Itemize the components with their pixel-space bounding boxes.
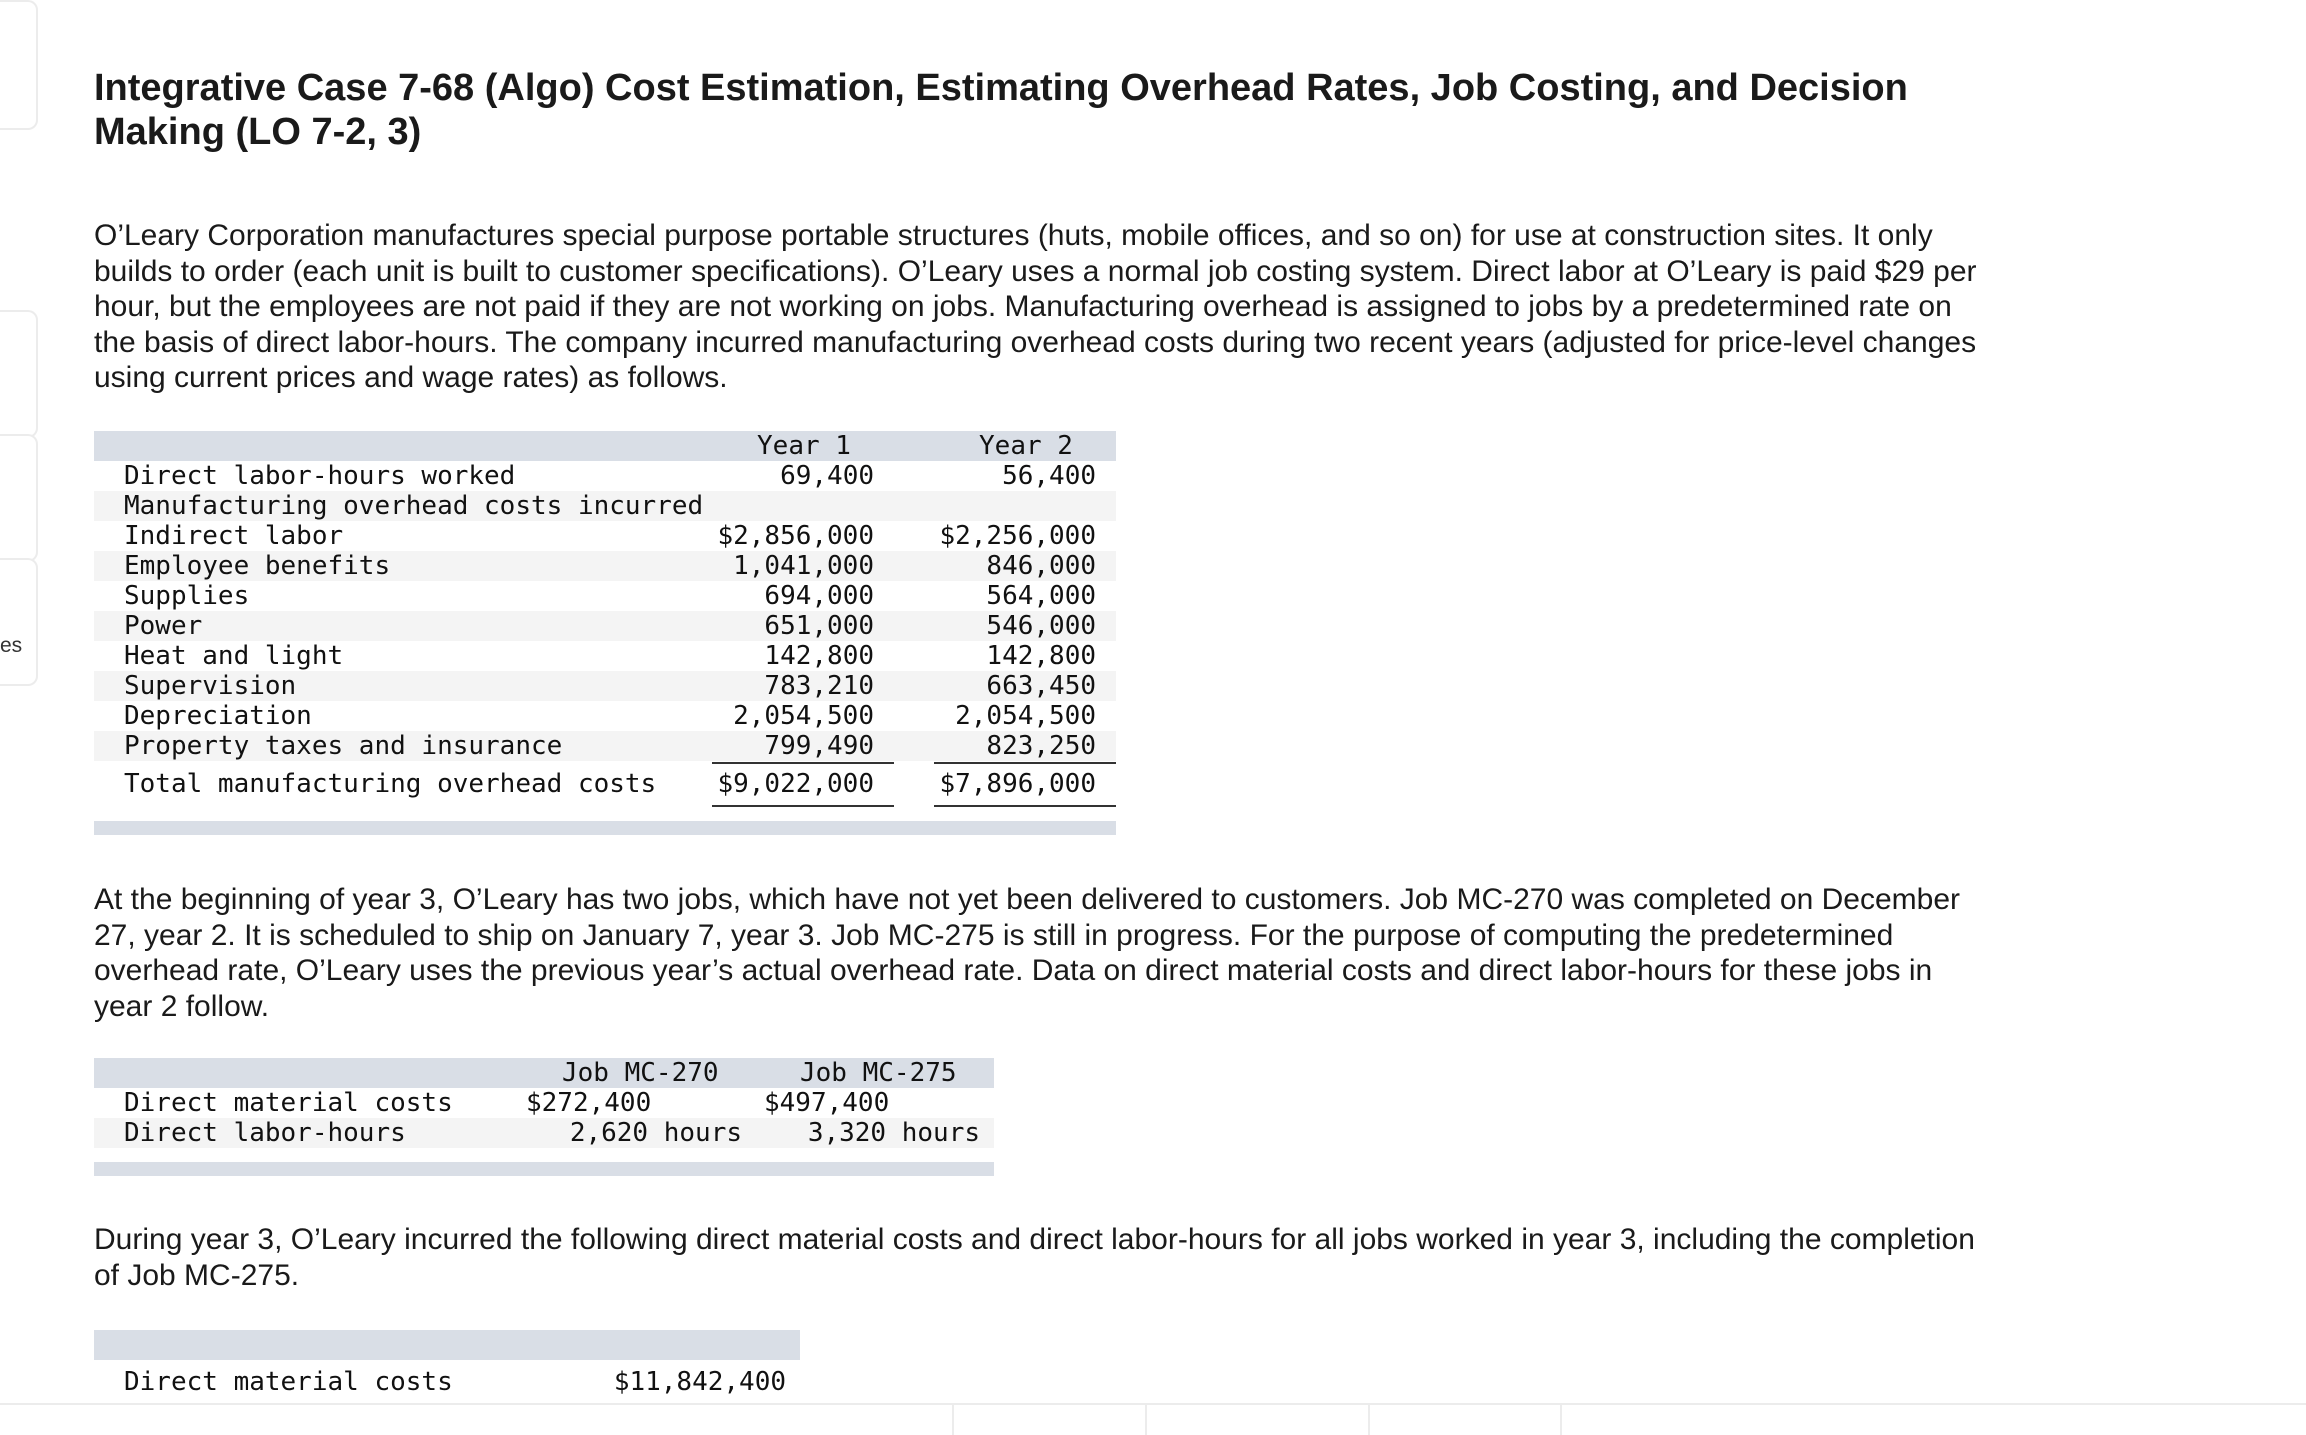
subtotal-rule-year-2 — [934, 762, 1116, 764]
year3-paragraph: During year 3, O’Leary incurred the following direct material costs and direct labor-hours for all jobs worked in year 3, including the completion of Job MC-275. — [94, 1223, 1975, 1292]
bottom-divider — [1145, 1403, 1147, 1435]
jobs-table — [94, 1058, 994, 1178]
table-row: Property taxes and insurance 799,490 823,250 — [94, 731, 1116, 761]
table-row: Direct material costs $11,842,400 — [124, 1367, 786, 1397]
header-job-mc-270: Job MC-270 — [562, 1058, 719, 1088]
table-row: Depreciation 2,054,500 2,054,500 — [124, 701, 1096, 731]
question-content — [94, 66, 1994, 154]
table-row: Manufacturing overhead costs incurred — [94, 491, 1116, 521]
bottom-toolbar-border — [0, 1403, 2306, 1405]
table-row: Supplies 694,000 564,000 — [124, 581, 1096, 611]
sidebar-card-4[interactable] — [0, 558, 38, 686]
intro-paragraph: O’Leary Corporation manufactures special purpose portable structures (huts, mobile offices, and so on) for use at construction sites. It only builds to order (each unit is built to customer specifications). O’Leary uses a normal job costing system. Direct labor at O’Leary is paid $29 per hour, but the employees are not paid if they are not working on jobs. Manufacturing overhead is assigned to jobs by a predetermined rate on the basis of direct labor-hours. The company incurred manufacturing overhead costs during two recent years (adjusted for price-level changes using current prices and wage rates) as follows. — [94, 219, 1977, 394]
bottom-divider — [1368, 1403, 1370, 1435]
sidebar-card-3[interactable] — [0, 434, 38, 562]
year3-table — [94, 1330, 800, 1400]
table-row: Direct labor-hours 2,620 hours 3,320 hours — [94, 1118, 994, 1148]
bottom-divider — [952, 1403, 954, 1435]
page-title: Integrative Case 7-68 (Algo) Cost Estimation, Estimating Overhead Rates, Job Costing, and Decision Making (LO 7-2, 3) — [94, 67, 1908, 153]
header-year-1: Year 1 — [757, 431, 851, 461]
overhead-table — [94, 431, 1116, 837]
table-row: Power 651,000 546,000 — [94, 611, 1116, 641]
bottom-divider — [1560, 1403, 1562, 1435]
total-rule-year-1 — [712, 805, 894, 807]
table-row: Direct material costs $272,400 $497,400 — [124, 1088, 890, 1118]
header-year-2: Year 2 — [979, 431, 1073, 461]
table-row: Direct labor-hours worked 69,400 56,400 — [124, 461, 1096, 491]
sidebar-card-1[interactable] — [0, 0, 38, 130]
table-row: Indirect labor $2,856,000 $2,256,000 — [124, 521, 1096, 551]
jobs-paragraph: At the beginning of year 3, O’Leary has two jobs, which have not yet been delivered to customers. Job MC-270 was completed on December 27, year 2. It is scheduled to ship on January 7, year 3. Job MC-275 is still in progress. For the purpose of computing the predetermined overhead rate, O’Leary uses the previous year’s actual overhead rate. Data on direct material costs and direct labor-hours for these jobs in year 2 follow. — [94, 883, 1961, 1023]
sidebar-cut-label: es — [0, 634, 23, 657]
subtotal-rule-year-1 — [712, 762, 894, 764]
table-row: Supervision 783,210 663,450 — [94, 671, 1116, 701]
header-job-mc-275: Job MC-275 — [800, 1058, 957, 1088]
sidebar-card-2[interactable] — [0, 310, 38, 438]
total-rule-year-2 — [934, 805, 1116, 807]
table-row: Employee benefits 1,041,000 846,000 — [94, 551, 1116, 581]
table-row: Heat and light 142,800 142,800 — [124, 641, 1096, 671]
table-total-row: Total manufacturing overhead costs $9,022,000 $7,896,000 — [124, 769, 1096, 799]
